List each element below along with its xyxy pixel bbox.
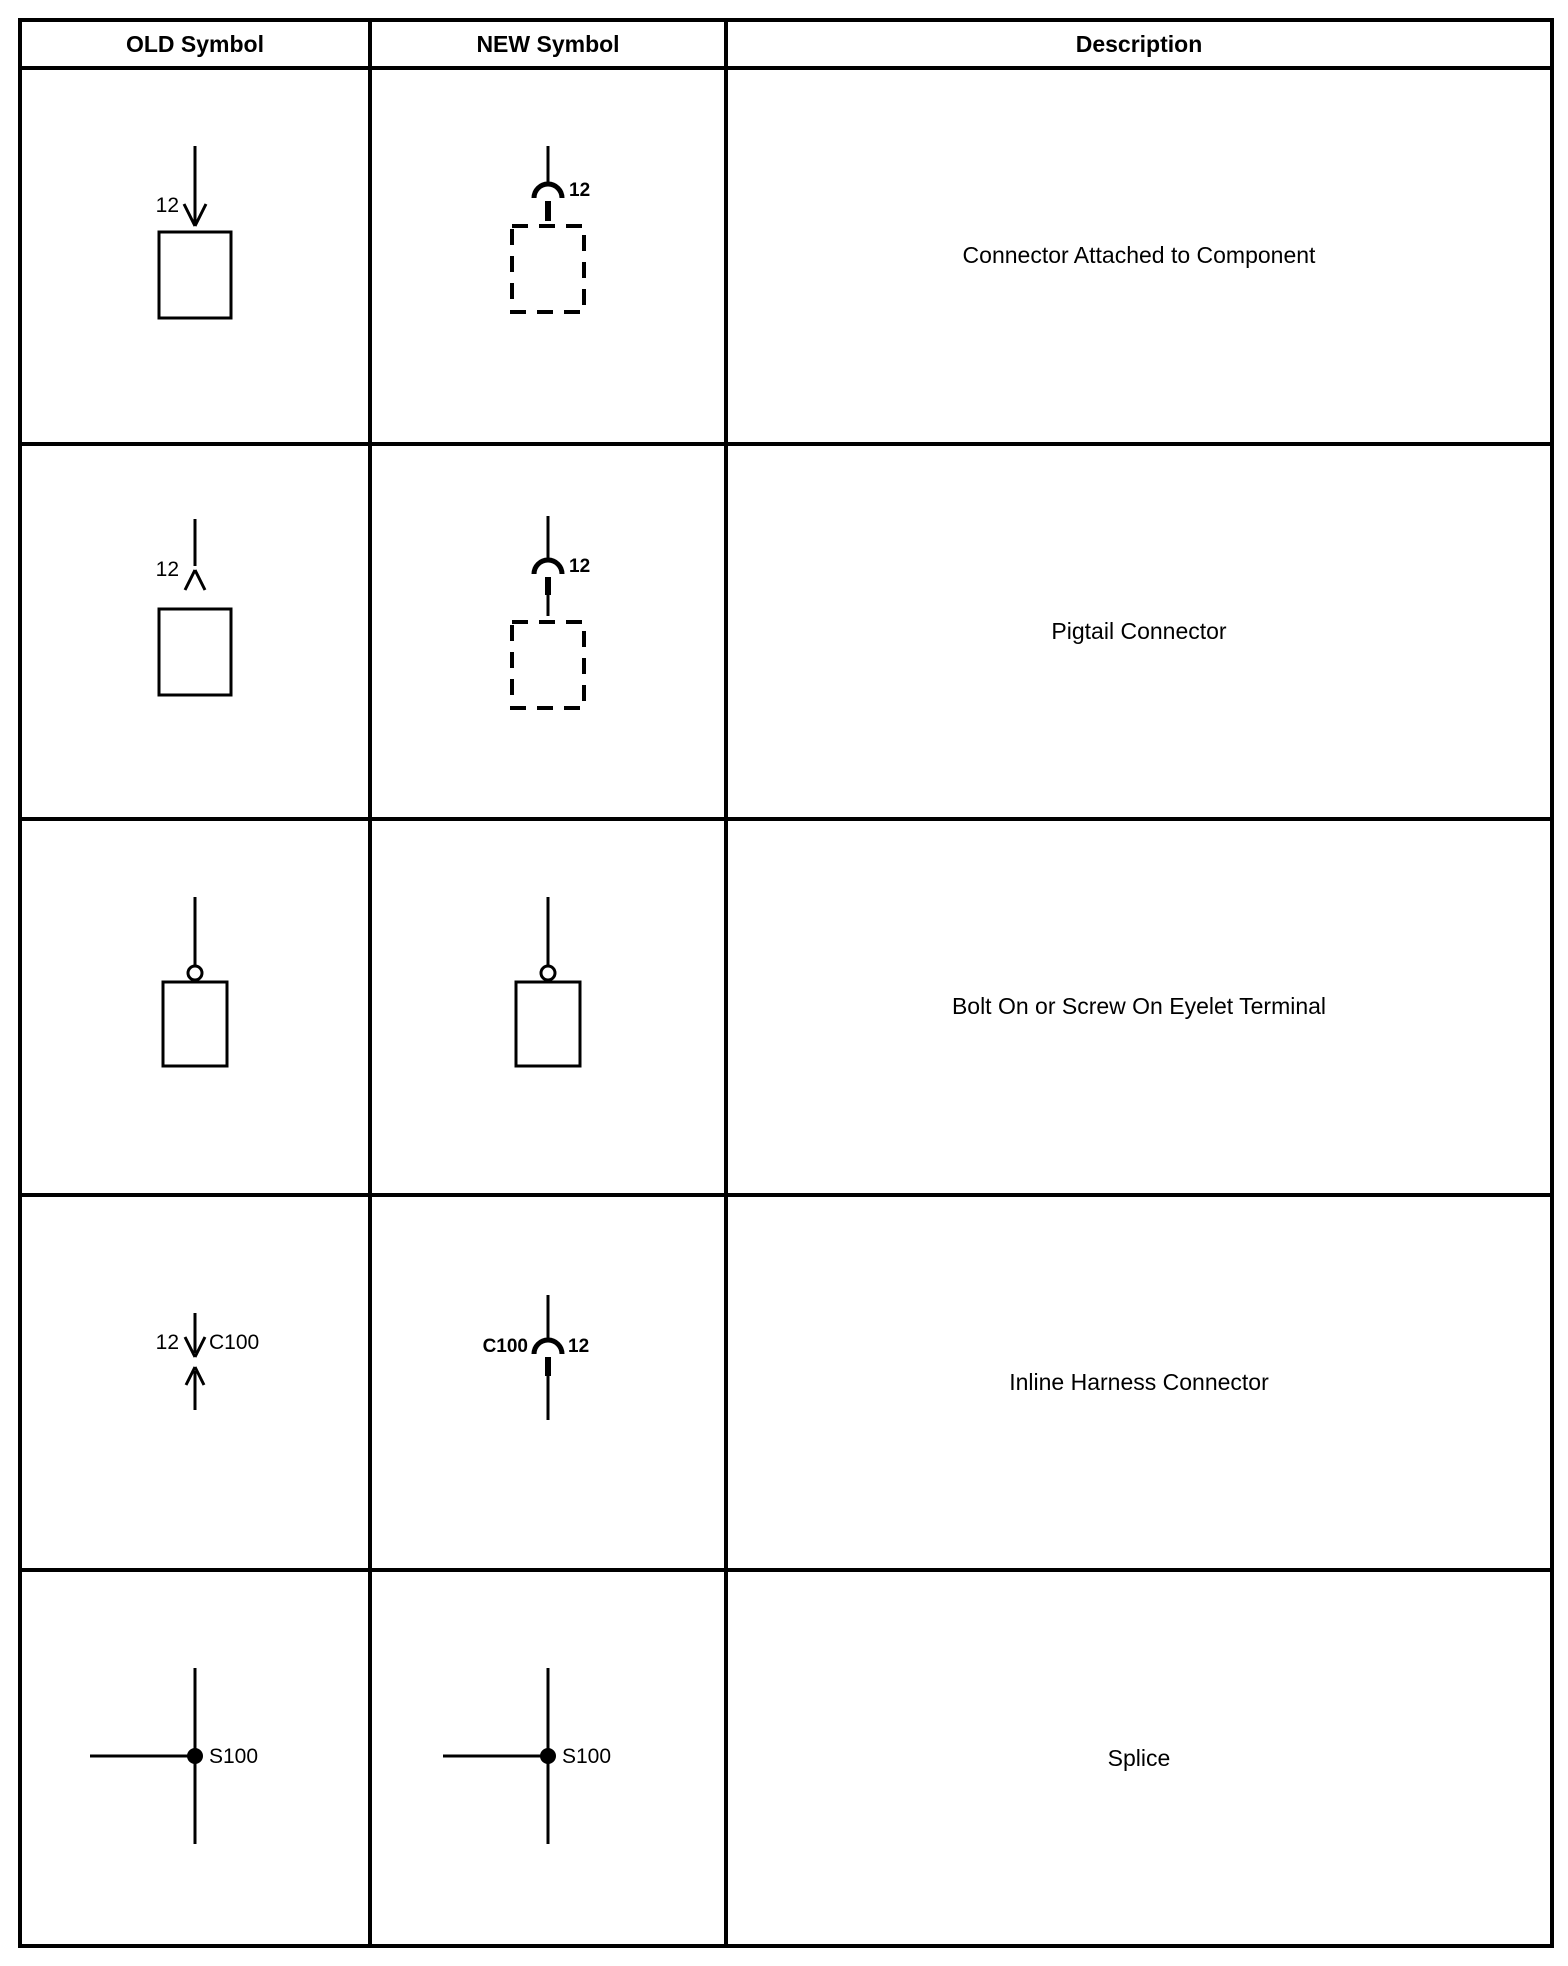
connector-cap-icon xyxy=(534,560,562,574)
pin-number-label: 12 xyxy=(569,180,591,202)
eyelet-icon xyxy=(541,966,555,980)
component-box-dashed xyxy=(512,622,584,708)
old-symbol-cell xyxy=(20,819,370,1195)
table-row-eyelet-terminal xyxy=(20,819,1552,1195)
description-cell xyxy=(726,1570,1552,1946)
eyelet-icon xyxy=(188,966,202,980)
col-header-description: Description xyxy=(726,20,1552,68)
description-cell xyxy=(726,68,1552,444)
description-cell xyxy=(726,1195,1552,1571)
pin-number-label: 12 xyxy=(155,1331,179,1355)
old-splice-symbol xyxy=(65,1656,325,1856)
new-splice-symbol xyxy=(418,1656,678,1856)
new-symbol-cell xyxy=(370,1195,726,1571)
description-text: Splice xyxy=(1107,1744,1171,1771)
new-symbol-cell xyxy=(370,68,726,444)
table-row-inline-harness-connector xyxy=(20,1195,1552,1571)
header-row xyxy=(20,20,1552,68)
old-pigtail-symbol xyxy=(85,514,305,744)
component-box xyxy=(159,232,231,318)
description-text: Pigtail Connector xyxy=(1051,617,1227,644)
splice-dot-icon xyxy=(540,1748,556,1764)
old-symbol-cell xyxy=(20,1195,370,1571)
new-inline-connector-symbol xyxy=(418,1290,678,1470)
connector-id-label: C100 xyxy=(209,1331,260,1355)
table-row-pigtail-connector xyxy=(20,444,1552,820)
pin-number-label: 12 xyxy=(568,1336,590,1358)
symbols-table xyxy=(18,18,1554,1948)
component-box-dashed xyxy=(512,226,584,312)
old-connector-attached-symbol xyxy=(85,138,305,368)
new-symbol-cell xyxy=(370,444,726,820)
description-text: Inline Harness Connector xyxy=(1009,1369,1269,1396)
new-symbol-cell xyxy=(370,1570,726,1946)
new-symbol-cell xyxy=(370,819,726,1195)
splice-id-label: S100 xyxy=(562,1744,612,1768)
col-header-new-symbol: NEW Symbol xyxy=(370,20,726,68)
splice-id-label: S100 xyxy=(209,1744,259,1768)
old-symbol-cell xyxy=(20,444,370,820)
new-pigtail-symbol xyxy=(438,514,658,744)
pigtail-arrow-icon xyxy=(185,570,205,590)
old-inline-connector-symbol xyxy=(65,1305,325,1455)
col-header-old-symbol: OLD Symbol xyxy=(20,20,370,68)
description-cell xyxy=(726,819,1552,1195)
description-cell xyxy=(726,444,1552,820)
new-eyelet-symbol xyxy=(438,889,658,1119)
old-eyelet-symbol xyxy=(85,889,305,1119)
pin-number-label: 12 xyxy=(155,557,179,581)
old-symbol-cell xyxy=(20,1570,370,1946)
component-box xyxy=(516,982,580,1066)
connector-cap-icon xyxy=(534,1340,562,1354)
component-box xyxy=(163,982,227,1066)
pin-number-label: 12 xyxy=(569,555,591,577)
table-row-splice xyxy=(20,1570,1552,1946)
old-symbol-cell xyxy=(20,68,370,444)
new-connector-attached-symbol xyxy=(438,138,658,368)
connector-id-label: C100 xyxy=(482,1336,528,1358)
description-text: Connector Attached to Component xyxy=(962,242,1316,269)
component-box xyxy=(159,609,231,695)
pin-number-label: 12 xyxy=(155,194,179,218)
table-row-connector-attached xyxy=(20,68,1552,444)
description-text: Bolt On or Screw On Eyelet Terminal xyxy=(951,993,1327,1020)
splice-dot-icon xyxy=(187,1748,203,1764)
connector-cap-icon xyxy=(534,184,562,198)
